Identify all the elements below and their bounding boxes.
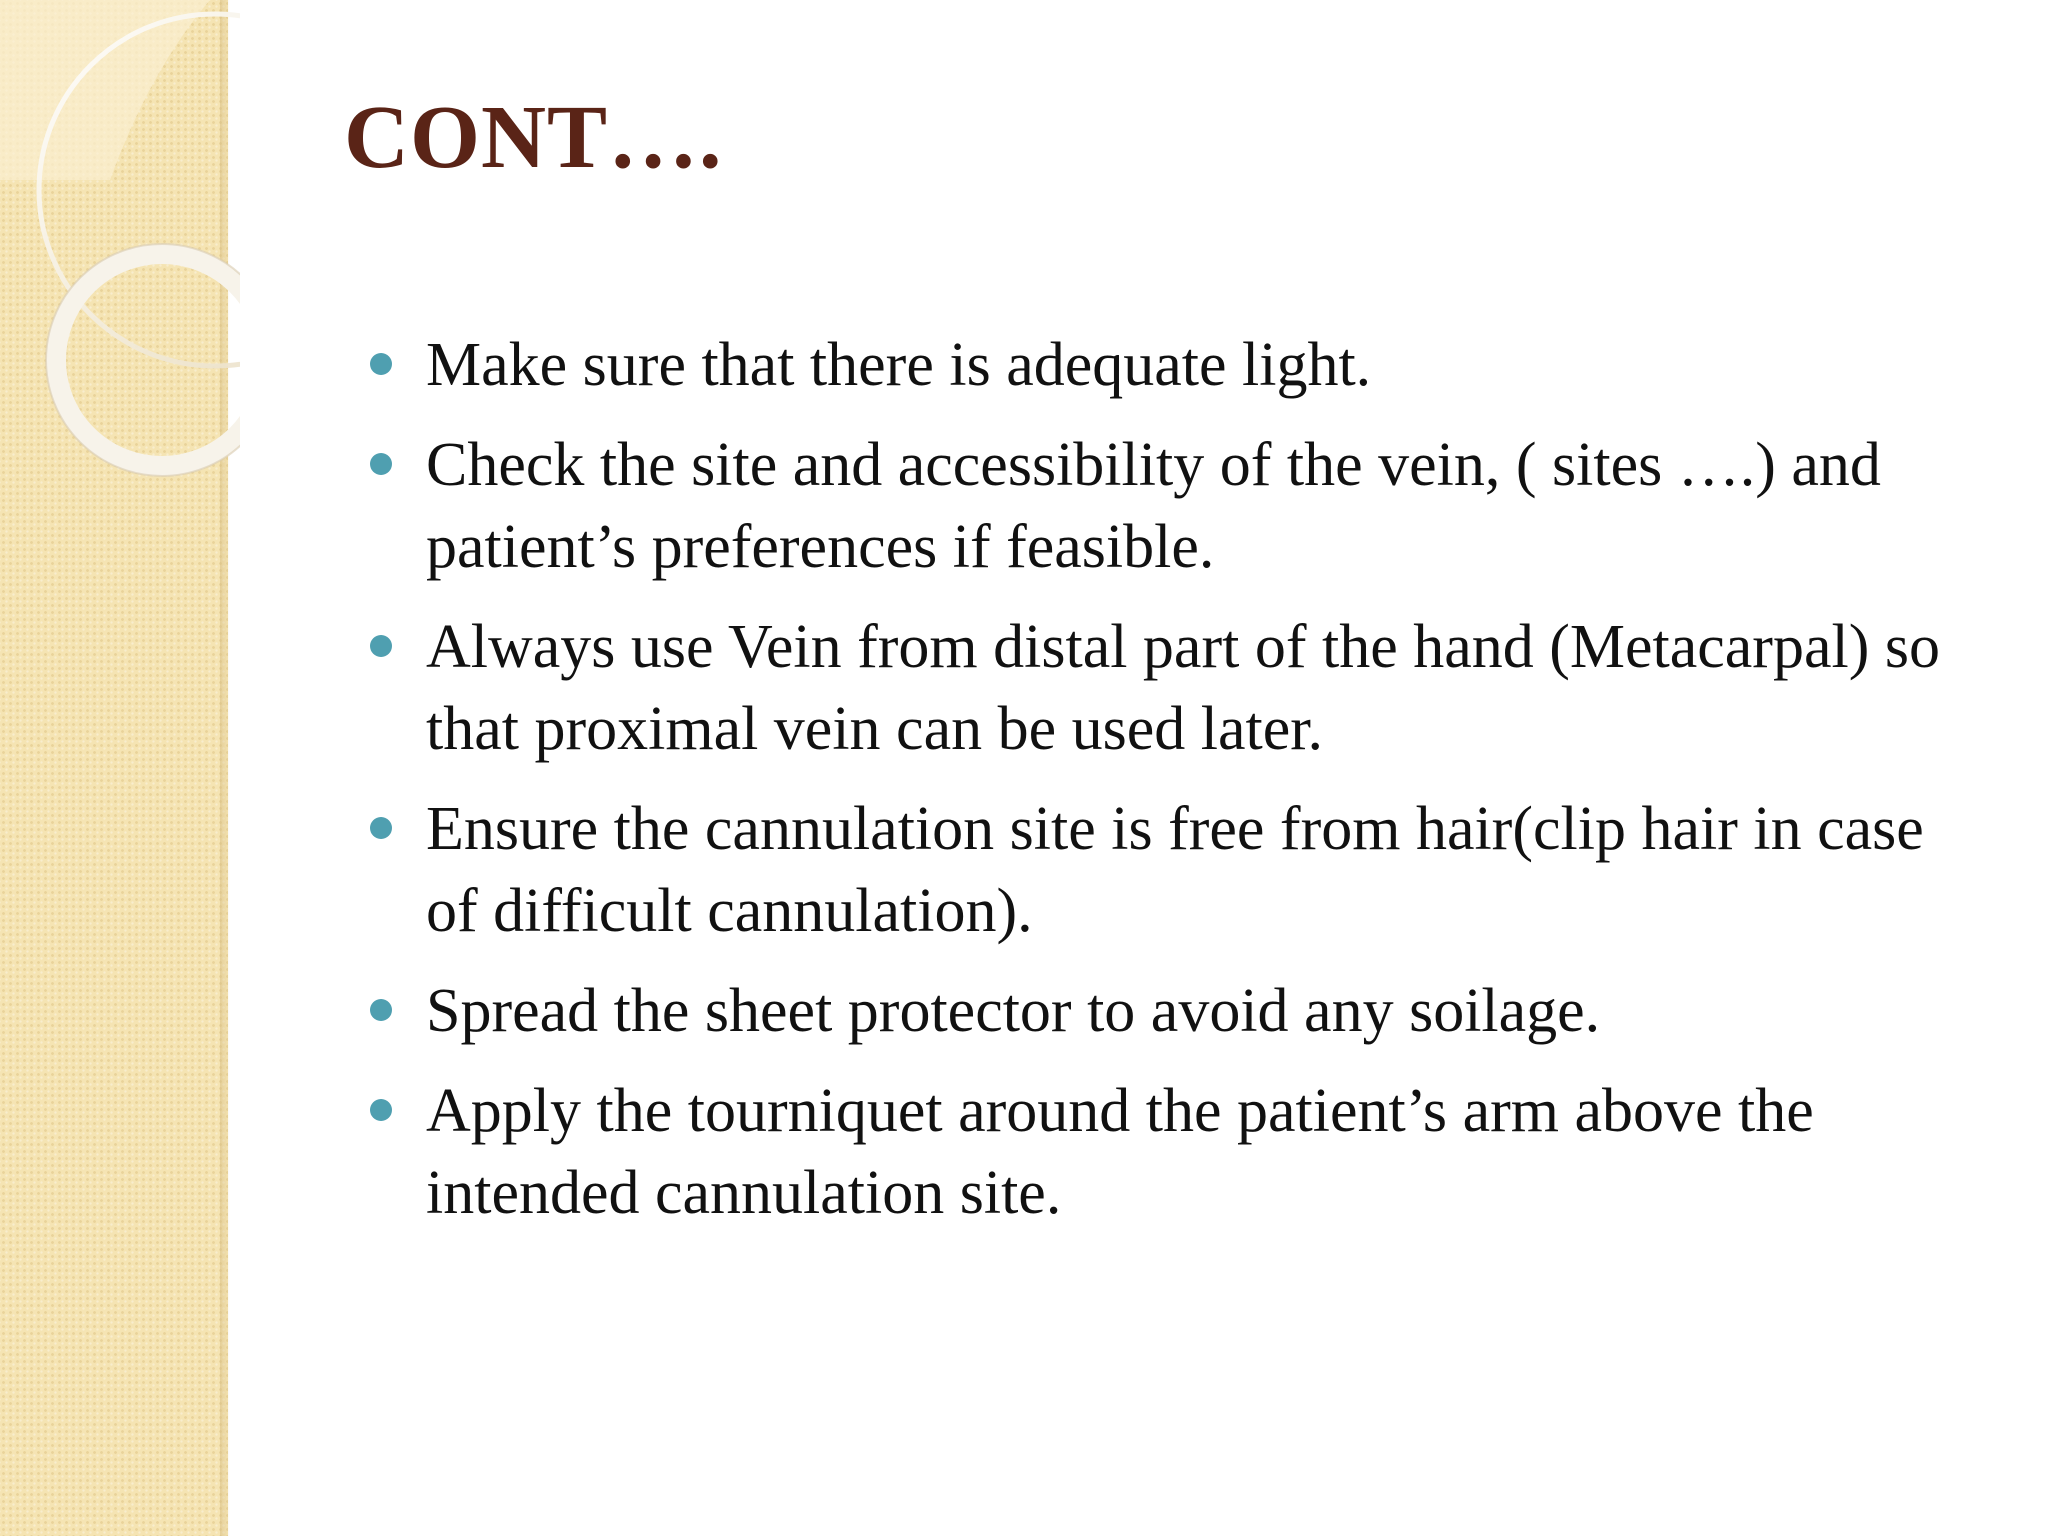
bullet-item [370,1070,1990,1234]
bullet-item [370,788,1990,952]
bullet-text: Always use Vein from distal part of the hand (Metacarpal) so that proximal vein can be used later. [426,613,1940,763]
decorative-rings [0,0,240,520]
slide-title: CONT…. [344,88,723,187]
decorative-small-ring [56,254,240,466]
bullet-text: Spread the sheet protector to avoid any soilage. [426,977,1601,1045]
bullet-text: Make sure that there is adequate light. [426,331,1372,399]
bullet-dot-icon [370,635,392,657]
decorative-light-patch [0,0,210,180]
bullet-text: Ensure the cannulation site is free from hair(clip hair in case of difficult cannulation). [426,795,1924,945]
bullet-item [370,970,1990,1052]
bullet-item [370,424,1990,588]
bullet-item [370,606,1990,770]
decorative-small-ring-outline [46,244,240,476]
bullet-dot-icon [370,817,392,839]
bullet-dot-icon [370,1099,392,1121]
bullet-list [370,324,1990,1252]
bullet-dot-icon [370,353,392,375]
bullet-dot-icon [370,999,392,1021]
bullet-text: Apply the tourniquet around the patient’s arm above the intended cannulation site. [426,1077,1814,1227]
bullet-dot-icon [370,453,392,475]
bullet-text: Check the site and accessibility of the vein, ( sites ….) and patient’s preferences if feasible. [426,431,1881,581]
bullet-item [370,324,1990,406]
